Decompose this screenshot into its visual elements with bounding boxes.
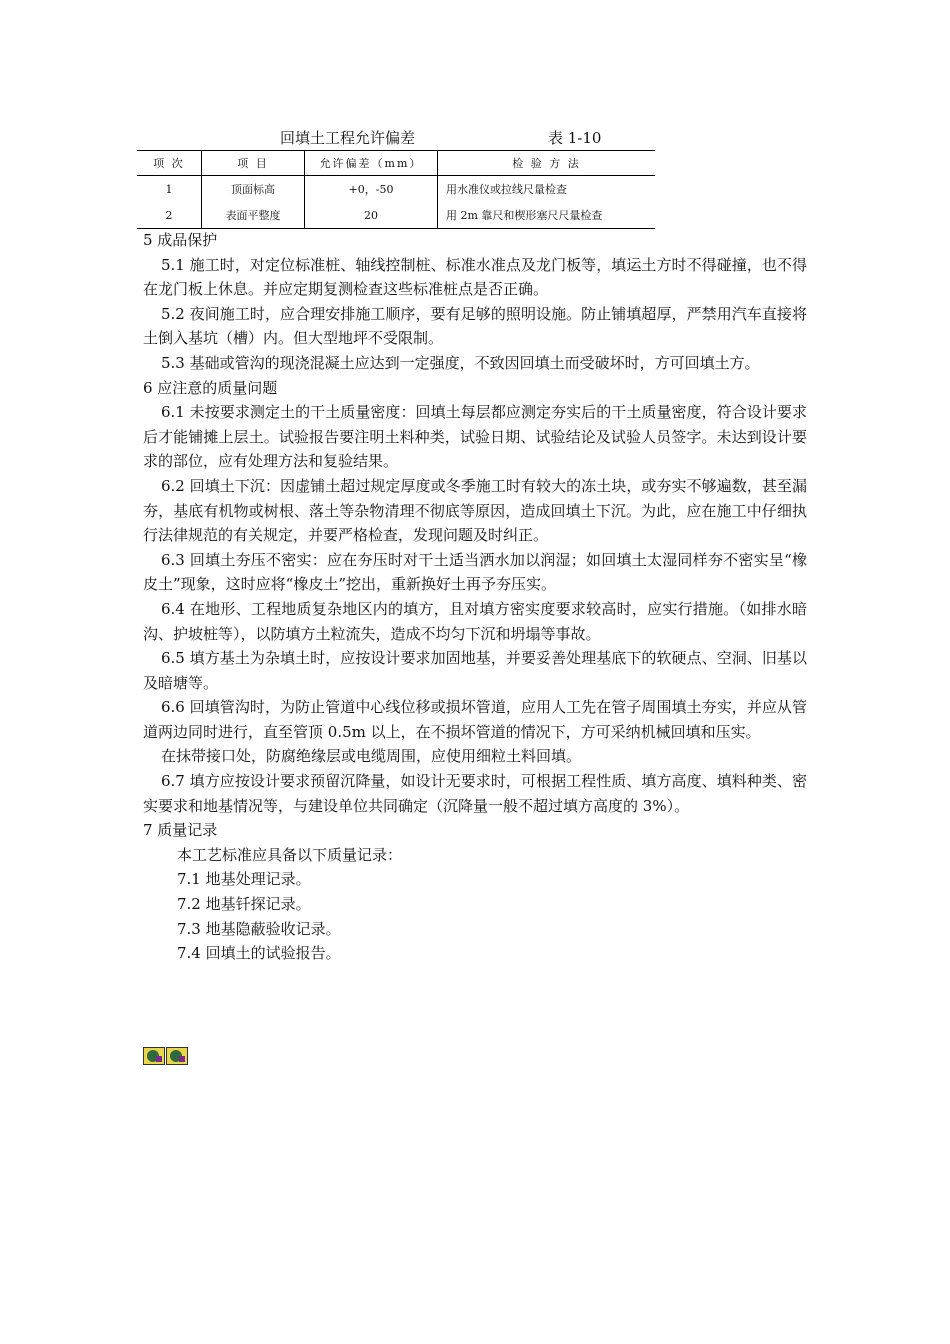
paragraph: 5.2 夜间施工时，应合理安排施工顺序，要有足够的照明设施。防止铺填超厚，严禁用汽车直接将土倒入基坑（槽）内。但大型地坪不受限制。 — [143, 304, 807, 348]
paragraph: 6.1 未按要求测定土的干土质量密度：回填土每层都应测定夯实后的干土质量密度，符合设计要求后才能铺摊上层土。试验报告要注明土料种类，试验日期、试验结论及试验人员签字。未达到设计要求的部位，应有处理方法和复验结果。 — [143, 403, 807, 471]
cell-tolerance: +0，-50 — [305, 176, 438, 203]
list-item: 7.2 地基钎探记录。 — [177, 895, 311, 914]
document-icon[interactable] — [166, 1047, 188, 1065]
paragraph: 在抹带接口处，防腐绝缘层或电缆周围，应使用细粒土料回填。 — [161, 747, 582, 766]
section-heading: 5 成品保护 — [143, 231, 218, 249]
paragraph: 6.6 回填管沟时，为防止管道中心线位移或损坏管道，应用人工先在管子周围填土夯实，并应从管道两边同时进行，直至管顶 0.5m 以上，在不损坏管道的情况下，方可采纳机械回填和压实。 — [143, 698, 807, 741]
cell-index: 1 — [165, 182, 173, 196]
table-header-row — [137, 151, 655, 176]
list-item: 7.4 回填土的试验报告。 — [177, 944, 341, 963]
cell-item: 顶面标高 — [202, 176, 305, 203]
paragraph: 5.3 基础或管沟的现浇混凝土应达到一定强度，不致因回填土而受破坏时，方可回填土方。 — [161, 353, 760, 372]
body-text — [143, 228, 807, 966]
cell-method: 用 2m 靠尺和楔形塞尺尺量检查 — [438, 202, 656, 229]
table-title: 回填土工程允许偏差 — [280, 129, 416, 147]
deviation-table — [137, 150, 655, 229]
list-item: 7.3 地基隐蔽验收记录。 — [177, 919, 341, 938]
paragraph: 本工艺标准应具备以下质量记录： — [177, 845, 403, 864]
section-heading: 6 应注意的质量问题 — [143, 378, 278, 397]
cell-item: 表面平整度 — [202, 202, 305, 229]
header-tolerance: 允许偏差（mm） — [305, 151, 438, 176]
table-row — [137, 202, 655, 229]
header-method: 检 验 方 法 — [438, 151, 656, 176]
section-heading: 7 质量记录 — [143, 821, 218, 840]
header-item: 项 目 — [202, 151, 305, 176]
cell-tolerance: 20 — [305, 202, 438, 229]
paragraph: 6.7 填方应按设计要求预留沉降量，如设计无要求时，可根据工程性质、填方高度、填料种类、密实要求和地基情况等，与建设单位共同确定（沉降量一般不超过填方高度的 3%）。 — [143, 772, 807, 815]
paragraph: 6.3 回填土夯压不密实：应在夯压时对干土适当洒水加以润湿；如回填土太湿同样夯不密实呈“橡皮土”现象，这时应将“橡皮土”挖出，重新换好土再予夯压实。 — [143, 550, 807, 594]
table-row — [137, 176, 655, 203]
cell-index: 2 — [137, 202, 202, 229]
document-icon[interactable] — [143, 1047, 165, 1065]
table-number: 表 1-10 — [548, 129, 602, 147]
paragraph: 6.5 填方基土为杂填土时，应按设计要求加固地基，并要妥善处理基底下的软硬点、空洞、旧基以及暗塘等。 — [143, 649, 807, 692]
paragraph: 6.4 在地形、工程地质复杂地区内的填方，且对填方密实度要求较高时，应实行措施。（如排水暗沟、护坡桩等），以防填方土粒流失，造成不均匀下沉和坍塌等事故。 — [143, 599, 807, 643]
icon-group — [143, 1047, 188, 1065]
table-caption — [280, 127, 602, 148]
header-index: 项 次 — [137, 151, 202, 176]
list-item: 7.1 地基处理记录。 — [177, 870, 311, 889]
cell-method: 用水准仪或拉线尺量检查 — [438, 176, 656, 203]
paragraph: 5.1 施工时，对定位标准桩、轴线控制桩、标准水准点及龙门板等，填运土方时不得碰撞，也不得在龙门板上休息。并应定期复测检查这些标准桩点是否正确。 — [143, 255, 807, 299]
paragraph: 6.2 回填土下沉：因虚铺土超过规定厚度或冬季施工时有较大的冻土块，或夯实不够遍数，甚至漏夯，基底有机物或树根、落土等杂物清理不彻底等原因，造成回填土下沉。为此，应在施工中仔细执行法律规范的有关规定，并要严格检查，发现问题及时纠正。 — [143, 476, 807, 545]
